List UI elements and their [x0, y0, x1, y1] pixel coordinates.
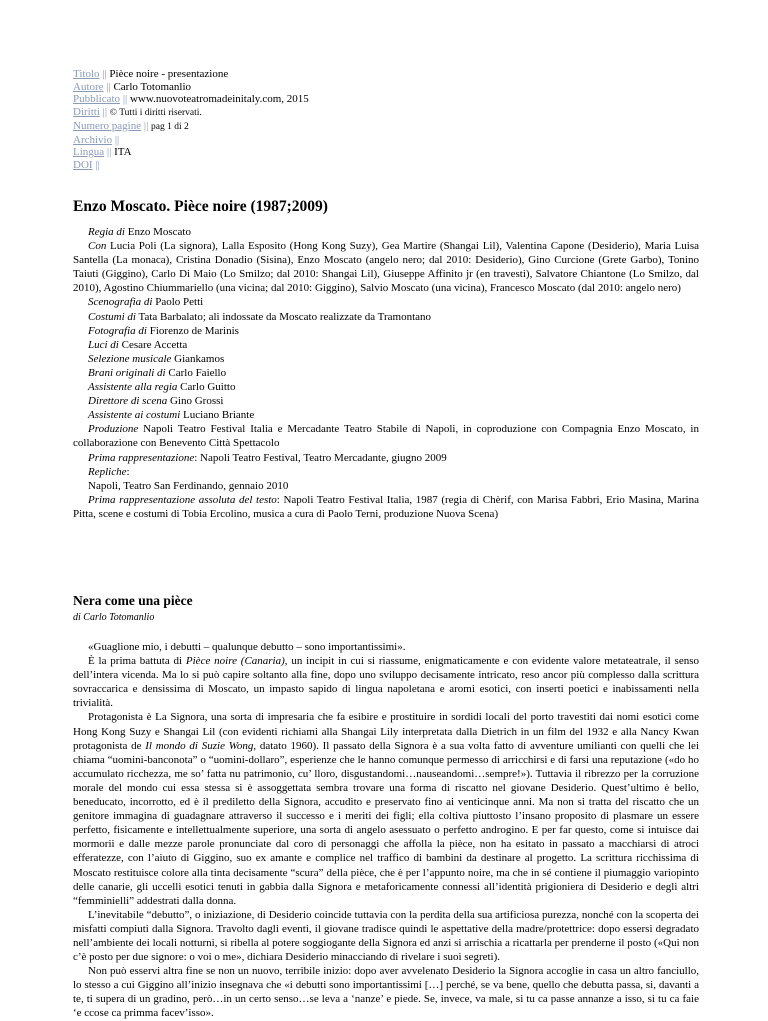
credit-line [73, 310, 699, 324]
credit-text: Fiorenzo de Marinis [146, 324, 239, 337]
metadata-key-link[interactable]: Autore [73, 80, 104, 93]
credit-label: Fotografia di [88, 324, 147, 337]
credits-block [73, 225, 699, 521]
credit-text: Luciano Briante [180, 409, 255, 422]
credit-label: Costumi di [88, 310, 136, 323]
credit-label: Produzione [88, 423, 139, 436]
separator: || [99, 106, 110, 119]
credit-text: Carlo Faiello [165, 366, 227, 379]
credit-label: Repliche [88, 465, 127, 478]
separator: || [112, 133, 120, 146]
credit-line [73, 324, 699, 338]
separator: || [104, 146, 115, 159]
metadata-key-link[interactable]: DOI [73, 158, 93, 171]
credit-text: Carlo Guitto [177, 381, 236, 394]
credit-text: Enzo Moscato [124, 226, 191, 238]
credit-line [73, 465, 699, 479]
byline: di Carlo Totomanlio [73, 612, 155, 623]
metadata-row [73, 93, 699, 106]
section-title: Nera come una pièce [73, 593, 193, 608]
credit-text: Tata Barbalato; ali indossate da Moscato realizzate da Tramontano [135, 310, 432, 323]
credit-line [73, 422, 699, 450]
credit-text: : Napoli Teatro Festival Italia, 1987 (regia di Chèrif, con Marisa Fabbri, Erio Masina, Marina Pitta, scene e costumi di Tobia Ercolino, musica a cura di Paolo Terni, produzione Nuova Scena) [73, 493, 699, 520]
body-paragraph [73, 654, 699, 710]
credit-label: Regia di [88, 226, 125, 238]
metadata-value: Pièce noire - presentazione [109, 68, 229, 80]
credit-text: Cesare Accetta [118, 338, 188, 351]
credit-line [73, 338, 699, 352]
credit-text: Napoli Teatro Festival Italia e Mercadante Teatro Stabile di Napoli, in coproduzione con Compagnia Enzo Moscato, in collaborazione con Benevento Città Spettacolo [73, 423, 699, 450]
credit-line [73, 479, 699, 493]
credit-text: : [126, 465, 130, 478]
metadata-value: ITA [114, 146, 132, 159]
credit-text: Lucia Poli (La signora), Lalla Esposito (Hong Kong Suzy), Gea Martire (Shangai Lil), Valentina Capone (Desiderio), Maria Luisa Santella (La monaca), Cristina Donadio (Sisina), Enzo Moscato (angelo nero; dal 2010: Desiderio), Gino Curcione (Grete Garbo), Tonino Taiuti (Giggino), Carlo Di Maio (Lo Smilzo; dal 2010: Shangai Lil), Giuseppe Affinito jr (en travesti), Salvatore Chiantone (Lo Smilzo, dal 2010), Agostino Chiummariello (una vicina; dal 2010: Giggino), Salvio Moscato (una vicina), Francesco Moscato (dal 2010: angelo nero) [73, 240, 699, 295]
credit-label: Direttore di scena [88, 395, 168, 408]
metadata-value: pag 1 di 2 [151, 121, 189, 132]
credit-line [73, 380, 699, 394]
credit-line [73, 366, 699, 380]
credit-label: Assistente ai costumi [88, 409, 181, 422]
credit-line [73, 239, 699, 295]
credit-line [73, 408, 699, 422]
metadata-row [73, 68, 699, 81]
paragraph-text: , datato 1960). Il passato della Signora è a sua volta fatto di avventure umilianti con quelli che lei chiama “uomini-banconota” o “uomini-dollaro”, esperienze che le hanno comunque permesso di arricchirsi e di farsi una reputazione («do ho accumulato ricchezza, me so’ fatta nu patrimonio, cu’ lloro, disgustandomi…nauseandomi…sempre!»). Tuttavia il ribrezzo per la corruzione morale del mondo cui essa stessa si è assoggettata sembra trovare una forma di riscatto nel giovane Desiderio. Quest’ultimo è bello, beneducato, incorrotto, ed è il prediletto della Signora, accudito e preservato fino ai venticinque anni. Ma non si tratta del riscatto che un genitore immagina di guadagnare attraverso il successo e i meriti dei figli; ella coltiva piuttosto l’insano proposito di plasmare un essere perfetto, fisicamente e intellettualmente superiore, una sorta di angelo asessuato o perfetto androgino. E per far questo, come si intuisce dai mormorii e dalle mezze parole pronunciate dal coro di personaggi che affolla la pièce, non ha esitato in passato a macchiarsi di atroci efferatezze, con l’aiuto di Giggino, suo ex amante e complice nel traffico di bambini da destinare al progetto. La scrittura ricchissima di Moscato restituisce colore alla tinta decisamente “scura” della pièce, che è per l’appunto noire, ma che in sé contiene il piumaggio variopinto delle canarie, gli uccelli esotici tenuti in gabbia dalla Signora e metaforicamente connessi all’identità prigioniera di Desiderio e degli altri “femminielli” addestrati dalla donna. [73, 739, 699, 907]
article-body [73, 640, 699, 1021]
credit-label: Prima rappresentazione [88, 451, 195, 464]
credit-line [73, 451, 699, 465]
metadata-row [73, 159, 699, 172]
metadata-block [73, 68, 699, 172]
credit-line [73, 225, 699, 239]
credit-text: : Napoli Teatro Festival, Teatro Mercadante, giugno 2009 [194, 451, 447, 464]
body-paragraph [73, 908, 699, 964]
separator: || [141, 119, 152, 132]
metadata-value: www.nuovoteatromadeinitaly.com, 2015 [129, 93, 309, 106]
credit-line [73, 295, 699, 309]
paragraph-text: «Guaglione mio, i debutti – qualunque debutto – sono importantissimi». [88, 641, 406, 653]
metadata-key-link[interactable]: Numero pagine [73, 119, 142, 132]
credit-line [73, 493, 699, 521]
metadata-row [73, 134, 699, 147]
metadata-key-link[interactable]: Pubblicato [73, 93, 121, 106]
metadata-value: Carlo Totomanlio [113, 80, 192, 93]
credit-line [73, 352, 699, 366]
metadata-row [73, 120, 699, 134]
metadata-key-link[interactable]: Archivio [73, 133, 113, 146]
separator: || [99, 68, 110, 80]
credit-text: Giankamos [171, 352, 225, 365]
separator: || [92, 158, 100, 171]
credit-label: Con [88, 240, 107, 253]
paragraph-text: Protagonista è La Signora, una sorta di impresaria che fa esibire e prostituire in sordidi locali del porto travestiti dai nomi esotici come Hong Kong Suzy e Shangai Lil (con evidenti richiami alla Shangai Lily interpretata dalla Dietrich in un film del 1932 e alla Nancy Kwan protagonista de [73, 711, 699, 752]
body-paragraph [73, 640, 699, 654]
body-paragraph [73, 710, 699, 907]
credit-label: Luci di [88, 338, 119, 351]
credit-label: Assistente alla regia [88, 381, 178, 394]
body-paragraph [73, 964, 699, 1020]
separator: || [120, 93, 130, 106]
credit-text: Gino Grossi [167, 395, 224, 408]
credit-label: Scenografia di [88, 296, 153, 309]
metadata-row [73, 146, 699, 159]
credit-label: Brani originali di [88, 366, 166, 379]
paragraph-text: L’inevitabile “debutto”, o iniziazione, di Desiderio coincide tuttavia con la perdita della sua artificiosa purezza, nonché con la scoperta dei misfatti compiuti dalla Signora. Travolto dagli eventi, il giovane tradisce quindi le aspettative della madre/protettrice: dopo essersi degradato nell’ambiente dei locali notturni, si ribella al potere soggiogante della Signora ed anzi si arrischia a ricattarla per prenderne il posto («Qui non c’è posto per due signore: o voi o me», dichiara Desiderio minacciando di rivelare i suoi segreti). [73, 908, 699, 964]
metadata-row [73, 106, 699, 120]
paragraph-text: , un incipit in cui si riassume, enigmaticamente e con evidente valore metateatrale, il senso dell’intera vicenda. Ma lo si può capire soltanto alla fine, dopo uno sviluppo decisamente intricato, reso ancor più complesso dalla scrittura sovraccarica e densissima di Moscato, un impasto sapido di lingua napoletana e aromi esotici, con inserti poetici e inabissamenti nella trivialità. [73, 655, 699, 710]
italic-title: Il mondo di Suzie Wong [145, 739, 254, 752]
metadata-key-link[interactable]: Titolo [73, 68, 100, 80]
paragraph-text: È la prima battuta di [88, 655, 186, 668]
metadata-value: © Tutti i diritti riservati. [109, 108, 202, 119]
separator: || [103, 80, 114, 93]
metadata-key-link[interactable]: Diritti [73, 106, 100, 119]
metadata-key-link[interactable]: Lingua [73, 146, 105, 159]
credit-text: Paolo Petti [152, 296, 204, 309]
italic-title: Pièce noire (Canaria) [185, 655, 285, 668]
credit-label: Selezione musicale [88, 352, 172, 365]
article-title: Enzo Moscato. Pièce noire (1987;2009) [73, 198, 328, 215]
credit-label: Prima rappresentazione assoluta del testo [88, 493, 277, 506]
document-page [73, 68, 699, 1020]
paragraph-text: Non può esservi altra fine se non un nuovo, terribile inizio: dopo aver avvelenato Desiderio la Signora accoglie in casa un altro fanciullo, lo stesso a cui Giggino all’inizio insegnava che «i debutti sono importantissimi […] perché, se va bene, quello che debutta passa, si, davanti a te, ti supera di un gradino, però…in un certo senso…se leva a ‘nanze’ e piede. Se, invece, va male, si tu ca passe annanze a isso, si tu ca faie ‘e ccose ca primma facev’isso». [73, 965, 699, 1020]
credit-text: Napoli, Teatro San Ferdinando, gennaio 2010 [88, 479, 289, 492]
metadata-row [73, 81, 699, 94]
credit-line [73, 394, 699, 408]
